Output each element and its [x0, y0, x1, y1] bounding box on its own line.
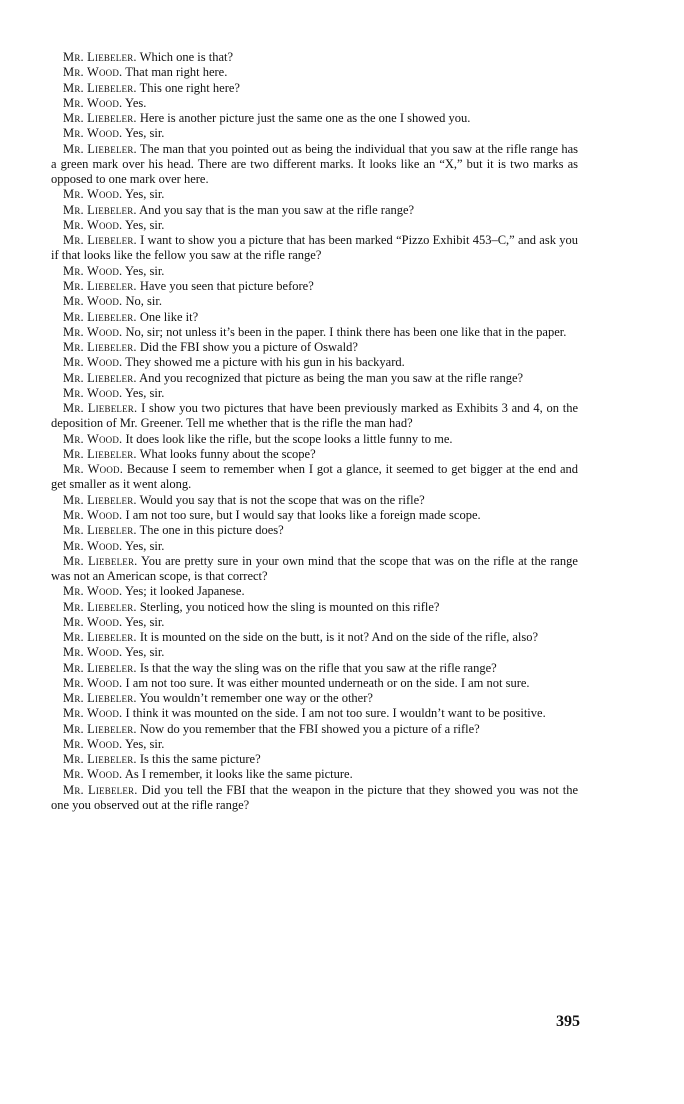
paragraph [51, 371, 578, 386]
page-number: 395 [556, 1013, 580, 1030]
utterance: One like it? [139, 309, 199, 324]
paragraph [51, 355, 578, 370]
utterance: As I remember, it looks like the same picture. [124, 767, 353, 782]
speaker: Mr. Wood. [63, 706, 123, 721]
speaker: Mr. Liebeler. [63, 752, 137, 767]
speaker: Mr. Liebeler. [63, 523, 137, 538]
utterance: That man right here. [125, 65, 228, 80]
paragraph [51, 187, 578, 202]
paragraph [51, 508, 578, 523]
paragraph [51, 142, 578, 188]
speaker: Mr. Liebeler. [63, 782, 138, 797]
utterance: Yes, sir. [125, 538, 165, 553]
utterance: It does look like the rifle, but the scope looks a little funny to me. [125, 431, 453, 446]
paragraph [51, 737, 578, 752]
paragraph [51, 523, 578, 538]
speaker: Mr. Wood. [63, 263, 123, 278]
speaker: Mr. Liebeler. [63, 340, 137, 355]
utterance: Yes; it looked Japanese. [125, 584, 245, 599]
speaker: Mr. Liebeler. [63, 50, 137, 64]
speaker: Mr. Liebeler. [63, 553, 138, 568]
speaker: Mr. Liebeler. [63, 309, 137, 324]
paragraph [51, 432, 578, 447]
speaker: Mr. Wood. [63, 584, 123, 599]
paragraph [51, 325, 578, 340]
speaker: Mr. Wood. [63, 324, 123, 339]
utterance: I think it was mounted on the side. I am not too sure. I wouldn’t want to be positive. [125, 706, 546, 721]
speaker: Mr. Wood. [63, 462, 124, 477]
utterance: Yes, sir. [125, 217, 165, 232]
paragraph [51, 218, 578, 233]
utterance: I show you two pictures that have been previously marked as Exhibits 3 and 4, on the deposition of Mr. Greener. Tell me whether that is the rifle the man had? [51, 401, 578, 431]
paragraph [51, 126, 578, 141]
paragraph [51, 615, 578, 630]
utterance: And you say that is the man you saw at the rifle range? [139, 202, 415, 217]
speaker: Mr. Wood. [63, 431, 123, 446]
utterance: What looks funny about the scope? [139, 446, 316, 461]
speaker: Mr. Wood. [63, 675, 123, 690]
paragraph [51, 65, 578, 80]
utterance: Here is another picture just the same one as the one I showed you. [139, 111, 471, 126]
utterance: Yes, sir. [125, 126, 165, 141]
utterance: You are pretty sure in your own mind that the scope that was on the rifle at the range was not an American scope, is that correct? [51, 553, 578, 584]
paragraph [51, 554, 578, 585]
utterance: Did the FBI show you a picture of Oswald? [139, 340, 358, 355]
utterance: And you recognized that picture as being the man you saw at the rifle range? [139, 370, 524, 385]
paragraph [51, 676, 578, 691]
speaker: Mr. Wood. [63, 538, 123, 553]
utterance: Is this the same picture? [139, 752, 261, 767]
speaker: Mr. Wood. [63, 507, 123, 522]
utterance: Did you tell the FBI that the weapon in the picture that they showed you was not the one you observed out at the rifle range? [51, 782, 579, 813]
utterance: Yes, sir. [125, 645, 165, 660]
paragraph [51, 752, 578, 767]
speaker: Mr. Liebeler. [63, 721, 137, 736]
speaker: Mr. Wood. [63, 217, 123, 232]
utterance: The man that you pointed out as being the individual that you saw at the rifle range has a green mark over his head. There are two different marks. It looks like an “X,” but it is two marks as opposed to one mark over here. [51, 141, 578, 187]
utterance: Because I seem to remember when I got a glance, it seemed to get bigger at the end and get smaller as it went along. [51, 462, 579, 492]
speaker: Mr. Wood. [63, 614, 123, 629]
paragraph [51, 645, 578, 660]
utterance: Yes, sir. [125, 385, 165, 400]
speaker: Mr. Liebeler. [63, 202, 137, 217]
speaker: Mr. Liebeler. [63, 370, 137, 385]
speaker: Mr. Wood. [63, 294, 123, 309]
utterance: Yes, sir. [125, 614, 165, 629]
speaker: Mr. Liebeler. [63, 660, 137, 675]
utterance: I want to show you a picture that has been marked “Pizzo Exhibit 453–C,” and ask you if that looks like the fellow you saw at the rifle range? [51, 233, 578, 263]
utterance: Yes, sir. [125, 736, 165, 751]
paragraph [51, 462, 578, 493]
paragraph [51, 386, 578, 401]
speaker: Mr. Liebeler. [63, 446, 137, 461]
utterance: Have you seen that picture before? [139, 278, 314, 293]
utterance: Which one is that? [139, 50, 234, 64]
paragraph [51, 111, 578, 126]
speaker: Mr. Wood. [63, 187, 123, 202]
paragraph [51, 630, 578, 645]
speaker: Mr. Wood. [63, 385, 123, 400]
paragraph [51, 447, 578, 462]
paragraph [51, 203, 578, 218]
utterance: Is that the way the sling was on the rifle that you saw at the rifle range? [139, 660, 497, 675]
speaker: Mr. Liebeler. [63, 278, 137, 293]
speaker: Mr. Wood. [63, 126, 123, 141]
paragraph [51, 294, 578, 309]
paragraph [51, 310, 578, 325]
speaker: Mr. Liebeler. [63, 401, 138, 416]
utterance: Sterling, you noticed how the sling is mounted on this rifle? [139, 599, 440, 614]
speaker: Mr. Liebeler. [63, 141, 137, 156]
speaker: Mr. Wood. [63, 736, 123, 751]
paragraph [51, 279, 578, 294]
paragraph [51, 340, 578, 355]
paragraph [51, 233, 578, 264]
paragraph [51, 767, 578, 782]
speaker: Mr. Wood. [63, 95, 123, 110]
speaker: Mr. Liebeler. [63, 691, 137, 706]
paragraph [51, 661, 578, 676]
paragraph [51, 706, 578, 721]
utterance: Yes, sir. [125, 187, 165, 202]
utterance: No, sir; not unless it’s been in the paper. I think there has been one like that in the paper. [125, 324, 567, 339]
paragraph [51, 722, 578, 737]
paragraph [51, 50, 578, 65]
paragraph [51, 96, 578, 111]
speaker: Mr. Wood. [63, 645, 123, 660]
utterance: Now do you remember that the FBI showed you a picture of a rifle? [139, 721, 480, 736]
paragraph [51, 401, 578, 432]
utterance: Yes, sir. [125, 263, 165, 278]
paragraph [51, 539, 578, 554]
speaker: Mr. Wood. [63, 767, 123, 782]
paragraph [51, 691, 578, 706]
paragraph [51, 600, 578, 615]
utterance: Yes. [125, 95, 147, 110]
speaker: Mr. Liebeler. [63, 630, 137, 645]
paragraph [51, 493, 578, 508]
speaker: Mr. Liebeler. [63, 492, 137, 507]
utterance: It is mounted on the side on the butt, is it not? And on the side of the rifle, also? [139, 630, 539, 645]
utterance: Would you say that is not the scope that was on the rifle? [139, 492, 425, 507]
speaker: Mr. Liebeler. [63, 233, 137, 248]
utterance: I am not too sure, but I would say that looks like a foreign made scope. [125, 507, 481, 522]
utterance: The one in this picture does? [139, 523, 284, 538]
speaker: Mr. Liebeler. [63, 111, 137, 126]
paragraph [51, 584, 578, 599]
utterance: No, sir. [125, 294, 162, 309]
speaker: Mr. Liebeler. [63, 599, 137, 614]
utterance: They showed me a picture with his gun in his backyard. [125, 355, 405, 370]
utterance: You wouldn’t remember one way or the other? [139, 691, 373, 706]
utterance: This one right here? [139, 80, 240, 95]
speaker: Mr. Wood. [63, 65, 123, 80]
paragraph [51, 783, 578, 814]
paragraph [51, 81, 578, 96]
transcript-body [51, 50, 578, 813]
speaker: Mr. Liebeler. [63, 80, 137, 95]
utterance: I am not too sure. It was either mounted underneath or on the side. I am not sure. [125, 675, 530, 690]
speaker: Mr. Wood. [63, 355, 123, 370]
paragraph [51, 264, 578, 279]
